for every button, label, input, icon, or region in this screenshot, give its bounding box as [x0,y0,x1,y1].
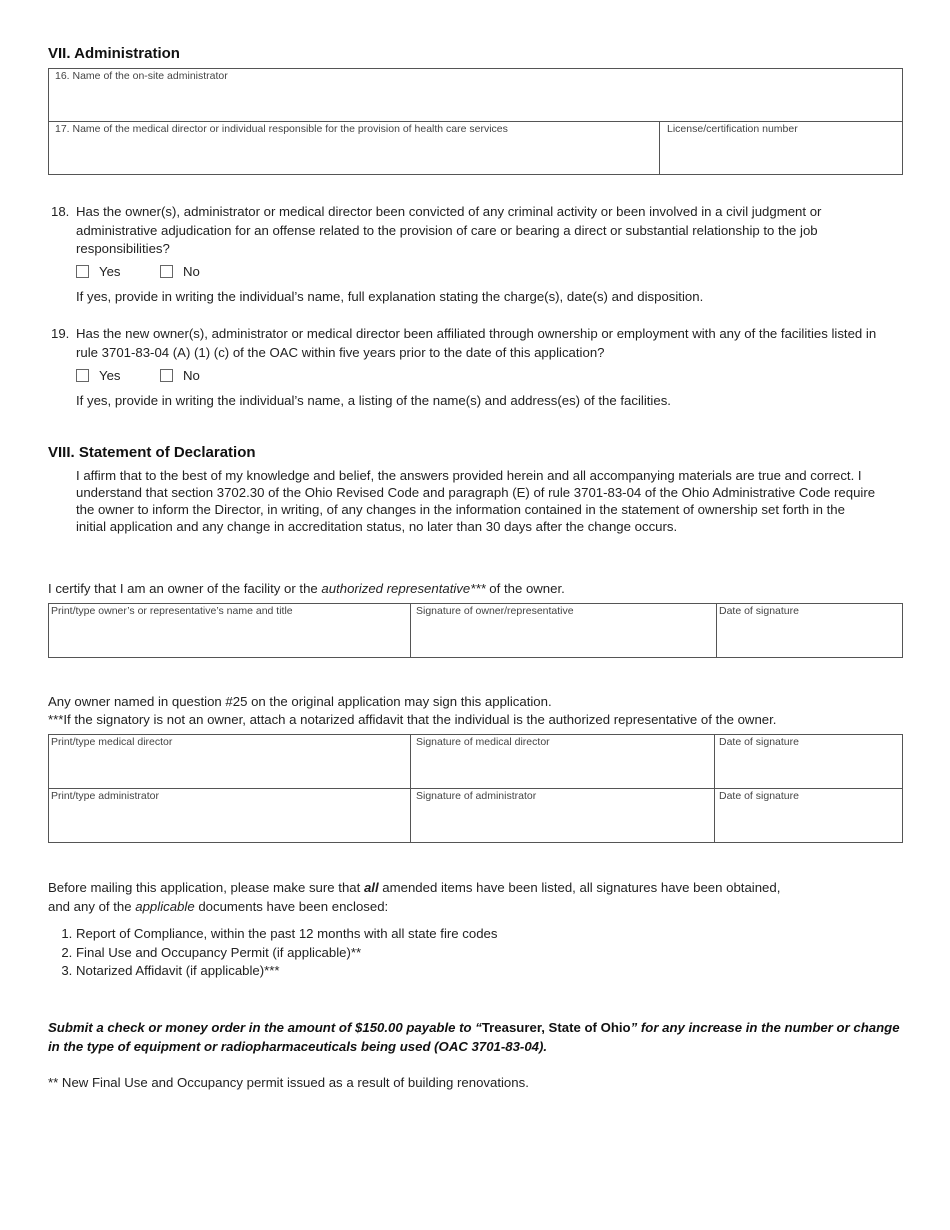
q18-text: Has the owner(s), administrator or medical director been convicted of any criminal activity or been involved in a civil judgment or administrative adjudication for an offense related to the provision of care or bearing a direct or substantial relationship to the job responsibilities? [76,204,822,256]
q18-no-option[interactable]: No [160,264,200,279]
enclosure-list [48,925,848,981]
admin-signature-label: Signature of administrator [416,790,537,802]
license-label: License/certification number [667,123,798,135]
q18-followup: If yes, provide in writing the individual’s name, full explanation stating the charge(s), date(s) and disposition. [76,289,704,304]
divider [659,121,660,175]
q19-no-checkbox[interactable] [160,369,173,382]
divider [716,603,717,658]
q16-label: 16. Name of the on-site administrator [55,70,228,82]
q19-yes-option[interactable]: Yes [76,368,121,383]
q18-no-checkbox[interactable] [160,265,173,278]
q18-yes-option[interactable]: Yes [76,264,121,279]
owner-date-label: Date of signature [719,605,799,617]
section-8-title: VIII. Statement of Declaration [48,444,256,461]
q18-number: 18. [51,204,70,219]
divider [48,788,903,789]
license-number-field[interactable] [663,137,899,171]
onsite-administrator-field[interactable] [52,84,898,118]
q17-label: 17. Name of the medical director or individual responsible for the provision of health care services [55,123,508,135]
owner-signature-field[interactable] [413,619,713,655]
admin-date-label: Date of signature [719,790,799,802]
md-signature-label: Signature of medical director [416,736,550,748]
owner-date-field[interactable] [719,619,899,655]
admin-name-label: Print/type administrator [51,790,159,802]
owner-name-field[interactable] [50,619,408,655]
q19-followup: If yes, provide in writing the individual’s name, a listing of the name(s) and address(es) of the facilities. [76,393,671,408]
owner-note: Any owner named in question #25 on the original application may sign this application. [48,694,552,709]
owner-name-label: Print/type owner’s or representative’s name and title [51,605,293,617]
divider [410,734,411,843]
q19-yes-checkbox[interactable] [76,369,89,382]
divider [714,734,715,843]
payment-instructions: Submit a check or money order in the amount of $150.00 payable to “Treasurer, State of Ohio” for any increase in the number or change in the type of equipment or radiopharmaceuticals being used (OAC 3701-83-04). [48,1020,900,1054]
md-name-label: Print/type medical director [51,736,173,748]
list-item: 1. Report of Compliance, within the past 12 months with all state fire codes [76,925,848,944]
q18-yes-checkbox[interactable] [76,265,89,278]
medical-director-field[interactable] [52,137,655,171]
section-7-title: VII. Administration [48,45,180,62]
divider [410,603,411,658]
admin-signature-field[interactable] [413,804,711,840]
divider [48,121,903,122]
q19-number: 19. [51,326,70,341]
footnote: ** New Final Use and Occupancy permit issued as a result of building renovations. [48,1075,529,1090]
md-name-field[interactable] [50,750,408,786]
affidavit-note: ***If the signatory is not an owner, attach a notarized affidavit that the individual is the authorized representative of the owner. [48,712,777,727]
declaration-text: I affirm that to the best of my knowledge and belief, the answers provided herein and all accompanying materials are true and correct. I understand that section 3702.30 of the Ohio Revised Code and paragraph (E) of rule 3701-83-04 of the Ohio Administrative Code require the owner to inform the Director, in writing, of any changes in the information contained in the statement of ownership set forth in the initial application and any change in accreditation status, no later than 30 days after the change occurs. [76,468,876,534]
admin-date-field[interactable] [717,804,899,840]
owner-signature-label: Signature of owner/representative [416,605,574,617]
certify-statement: I certify that I am an owner of the facility or the authorized representative*** of the owner. [48,581,565,596]
mailing-instructions: Before mailing this application, please make sure that all amended items have been listed, all signatures have been obtained, and any of the applicable documents have been enclosed: [48,880,781,914]
md-date-label: Date of signature [719,736,799,748]
q19-no-option[interactable]: No [160,368,200,383]
list-item: 2. Final Use and Occupancy Permit (if applicable)** [76,944,848,963]
admin-name-field[interactable] [50,804,408,840]
md-date-field[interactable] [717,750,899,786]
q19-text: Has the new owner(s), administrator or medical director been affiliated through ownership or employment with any of the facilities listed in rule 3701-83-04 (A) (1) (c) of the OAC within five years prior to the date of this application? [76,326,877,360]
md-signature-field[interactable] [413,750,711,786]
list-item: 3. Notarized Affidavit (if applicable)*** [76,962,848,981]
